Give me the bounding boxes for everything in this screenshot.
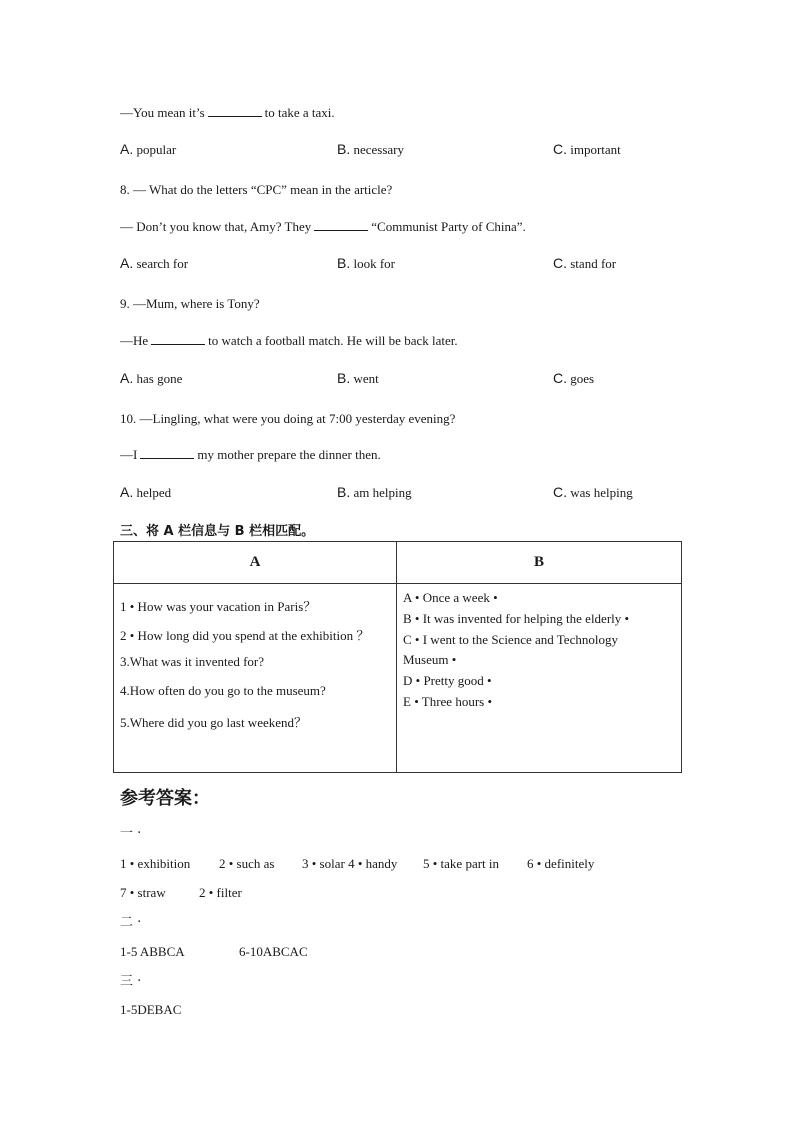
option-text: stand for bbox=[570, 256, 617, 271]
column-a-item: 3.What was it invented for? bbox=[120, 654, 265, 669]
q9-dialog-part1: —He bbox=[120, 333, 149, 348]
answer-item: 5 • take part in bbox=[423, 856, 500, 871]
q7-option-a[interactable] bbox=[120, 141, 176, 158]
q10-option-c[interactable] bbox=[553, 484, 633, 501]
column-b-item: C • I went to the Science and Technology bbox=[403, 631, 618, 647]
q10-question: 10. —Lingling, what were you doing at 7:00 yesterday evening? bbox=[120, 411, 456, 426]
option-letter: B. bbox=[337, 370, 351, 386]
q10-dialog-part2: my mother prepare the dinner then. bbox=[197, 447, 381, 462]
q9-dialog-part2: to watch a football match. He will be back later. bbox=[208, 333, 458, 348]
column-a-cell bbox=[114, 584, 397, 773]
q8-option-b[interactable] bbox=[337, 255, 395, 272]
answer-item: 2 • filter bbox=[199, 885, 242, 900]
q9-option-b[interactable] bbox=[337, 370, 379, 387]
column-b-item: E • Three hours • bbox=[403, 693, 493, 709]
option-text: goes bbox=[570, 371, 595, 386]
answer-blank bbox=[151, 333, 205, 345]
answer-blank bbox=[140, 447, 194, 459]
answer-blank bbox=[314, 219, 368, 231]
option-text: was helping bbox=[570, 485, 633, 500]
column-a-item: 4.How often do you go to the museum? bbox=[120, 683, 326, 698]
column-b-header: B bbox=[397, 542, 682, 584]
option-letter: C. bbox=[553, 370, 567, 386]
answer-item: 6 • definitely bbox=[527, 856, 595, 871]
answer-item: 2 • such as bbox=[219, 856, 275, 871]
q7-dialog bbox=[120, 105, 335, 121]
column-b-item: D • Pretty good • bbox=[403, 673, 492, 689]
answer-item: 6-10ABCAC bbox=[239, 944, 308, 959]
matching-table bbox=[113, 541, 682, 773]
option-letter: B. bbox=[337, 255, 351, 271]
q10-dialog bbox=[120, 447, 381, 463]
answer-item: 1-5DEBAC bbox=[120, 1002, 182, 1017]
q8-dialog-part2: “Communist Party of China”. bbox=[371, 219, 526, 234]
q10-option-b[interactable] bbox=[337, 484, 412, 501]
q9-question: 9. —Mum, where is Tony? bbox=[120, 296, 260, 311]
column-a-item: 2 • How long did you spend at the exhibition ？ bbox=[120, 628, 370, 643]
column-b-cell bbox=[397, 584, 682, 773]
q7-dialog-part1: —You mean it’s bbox=[120, 105, 205, 120]
q9-dialog bbox=[120, 333, 458, 349]
option-letter: A. bbox=[120, 141, 134, 157]
option-text: necessary bbox=[353, 142, 405, 157]
option-text: important bbox=[570, 142, 621, 157]
option-text: has gone bbox=[136, 371, 183, 386]
q9-option-a[interactable] bbox=[120, 370, 182, 387]
option-letter: A. bbox=[120, 484, 134, 500]
column-a-header: A bbox=[114, 542, 397, 584]
option-letter: C. bbox=[553, 484, 567, 500]
option-text: search for bbox=[136, 256, 189, 271]
q8-option-a[interactable] bbox=[120, 255, 188, 272]
answer-item: 3 • solar 4 • handy bbox=[302, 856, 398, 871]
column-b-item: B • It was invented for helping the elderly • bbox=[403, 610, 630, 626]
option-letter: C. bbox=[553, 255, 567, 271]
q7-option-b[interactable] bbox=[337, 141, 404, 158]
answers-part3-heading: 三 · bbox=[120, 974, 142, 989]
option-letter: A. bbox=[120, 255, 134, 271]
q10-option-a[interactable] bbox=[120, 484, 171, 501]
answers-part1-heading: 一 · bbox=[120, 826, 142, 841]
option-letter: B. bbox=[337, 141, 351, 157]
option-letter: B. bbox=[337, 484, 351, 500]
q10-dialog-part1: —I bbox=[120, 447, 138, 462]
answers-part2-heading: 二 · bbox=[120, 915, 142, 930]
option-text: popular bbox=[136, 142, 177, 157]
q8-question: 8. — What do the letters “CPC” mean in the article? bbox=[120, 182, 393, 197]
option-text: helped bbox=[136, 485, 172, 500]
answer-item: 7 • straw bbox=[120, 885, 166, 900]
answer-item: 1-5 ABBCA bbox=[120, 944, 185, 959]
answers-title: 参考答案： bbox=[120, 788, 210, 809]
option-letter: A. bbox=[120, 370, 134, 386]
column-b-item: Museum • bbox=[403, 652, 457, 668]
answer-blank bbox=[208, 105, 262, 117]
q8-dialog-part1: — Don’t you know that, Amy? They bbox=[120, 219, 312, 234]
option-text: am helping bbox=[353, 485, 412, 500]
option-text: went bbox=[353, 371, 379, 386]
option-letter: C. bbox=[553, 141, 567, 157]
section3-title: 三、将 A 栏信息与 B 栏相匹配。 bbox=[120, 524, 315, 539]
q8-dialog bbox=[120, 219, 526, 235]
q7-option-c[interactable] bbox=[553, 141, 621, 158]
column-a-item: 5.Where did you go last weekend？ bbox=[120, 715, 308, 730]
q7-dialog-part2: to take a taxi. bbox=[264, 105, 335, 120]
option-text: look for bbox=[353, 256, 396, 271]
q8-option-c[interactable] bbox=[553, 255, 616, 272]
answer-item: 1 • exhibition bbox=[120, 856, 191, 871]
q9-option-c[interactable] bbox=[553, 370, 594, 387]
column-b-item: A • Once a week • bbox=[403, 590, 498, 605]
column-a-item: 1 • How was your vacation in Paris？ bbox=[120, 599, 317, 614]
